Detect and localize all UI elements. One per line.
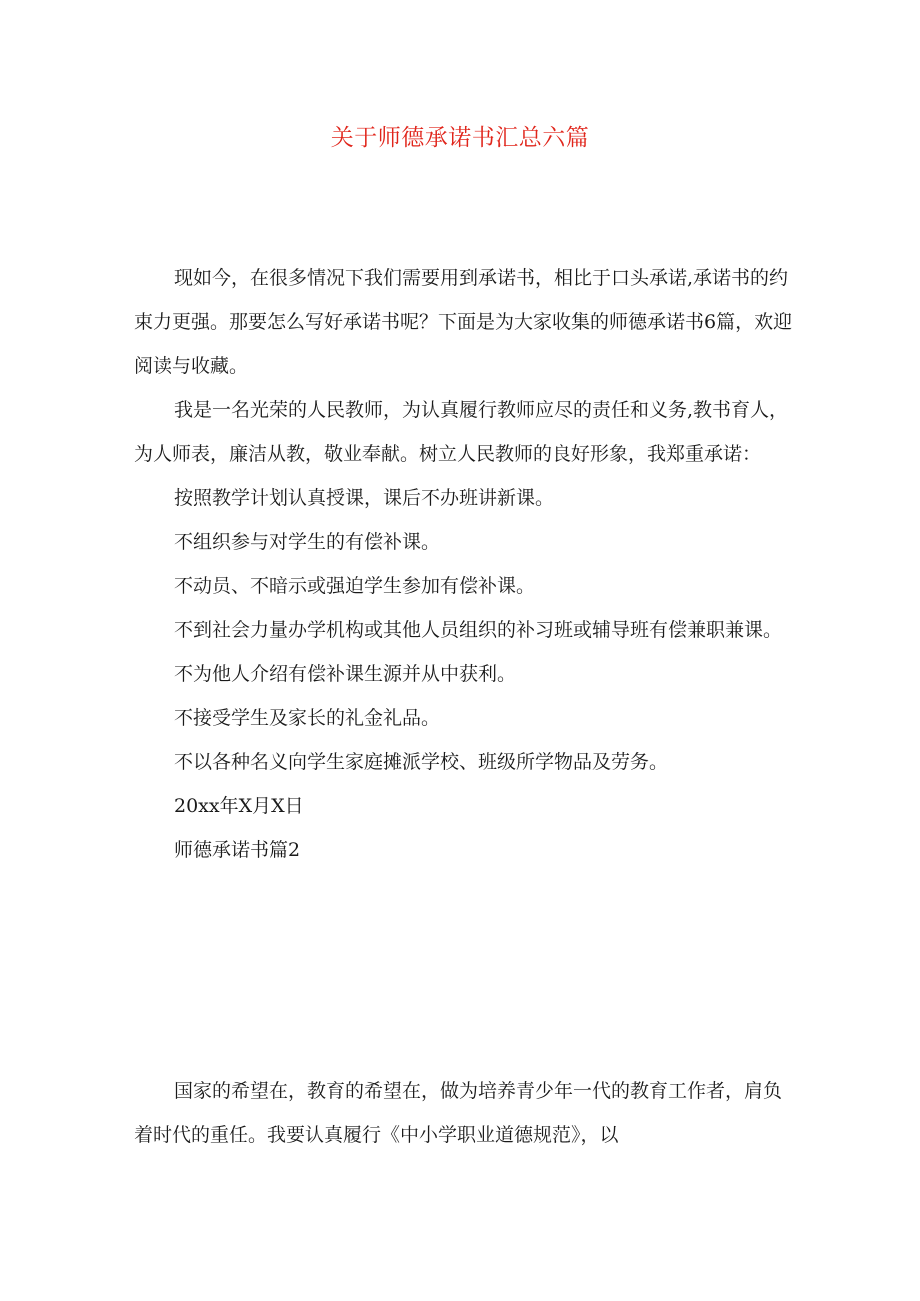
intro-paragraph: 现如今，在很多情况下我们需要用到承诺书，相比于口头承诺,承诺书的约束力更强。那要怎么写好承诺书呢？下面是为大家收集的师德承诺书6篇，欢迎阅读与收藏。 [134,267,793,377]
commitment-item: 不为他人介绍有偿补课生源并从中获利。 [174,663,517,685]
section-heading: 师德承诺书篇2 [174,839,301,861]
second-paragraph: 国家的希望在，教育的希望在，做为培养青少年一代的教育工作者，肩负着时代的重任。我要认真履行《中小学职业道德规范》，以 [134,1080,783,1146]
commitment-item: 不接受学生及家长的礼金礼品。 [174,707,441,729]
commitment-item: 不到社会力量办学机构或其他人员组织的补习班或辅导班有偿兼职兼课。 [174,619,783,641]
pledge-paragraph: 我是一名光荣的人民教师，为认真履行教师应尽的责任和义务,教书育人，为人师表，廉洁从教，敬业奉献。树立人民教师的良好形象，我郑重承诺： [134,399,789,465]
date-line: 20xx年X月X日 [174,795,304,817]
document-body-top [134,256,794,872]
commitment-item: 不动员、不暗示或强迫学生参加有偿补课。 [174,575,536,597]
document-body-bottom [134,1069,794,1157]
commitment-item: 不组织参与对学生的有偿补课。 [174,531,441,553]
commitment-item: 不以各种名义向学生家庭摊派学校、班级所学物品及劳务。 [174,751,669,773]
commitment-item: 按照教学计划认真授课，课后不办班讲新课。 [174,487,555,509]
document-title: 关于师德承诺书汇总六篇 [330,125,590,151]
